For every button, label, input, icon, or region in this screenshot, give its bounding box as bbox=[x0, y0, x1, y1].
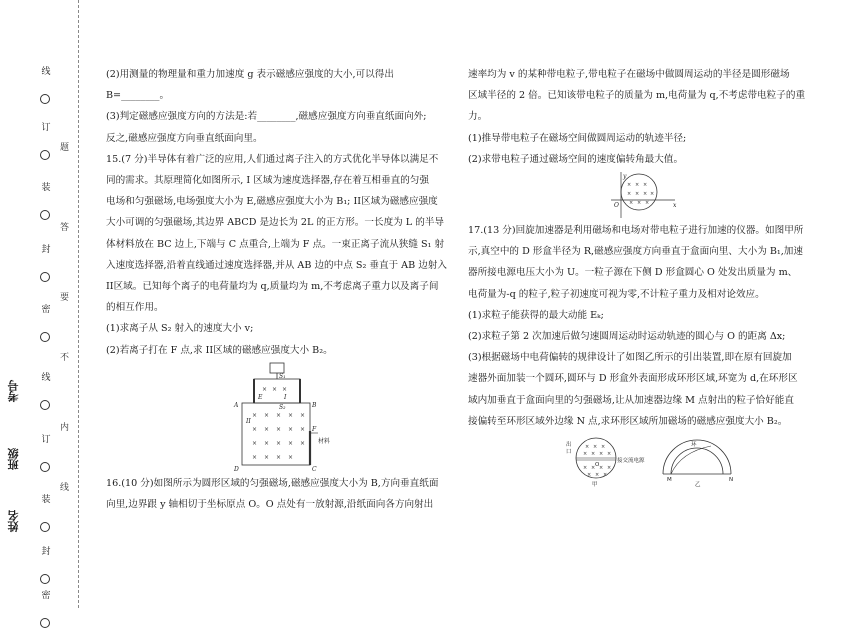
text-line: (1)求离子从 S₂ 射入的速度大小 v; bbox=[106, 323, 254, 335]
figure-16-circular-field bbox=[601, 170, 681, 220]
svg-text:×: × bbox=[276, 411, 282, 419]
label-O-origin: O bbox=[594, 462, 599, 469]
text-line: 体材料放在 BC 边上,下端与 C 点重合,上端为 F 点。一束正离子流从狭缝 S₁ 射 bbox=[106, 238, 445, 250]
binding-circle bbox=[40, 94, 50, 104]
binding-circle bbox=[40, 462, 50, 472]
svg-text:×: × bbox=[606, 465, 611, 472]
binding-mark: 装 bbox=[41, 183, 51, 193]
label-ring: 环 bbox=[690, 442, 697, 449]
text-line: 电荷量为-q 的粒子,粒子初速度可视为零,不计粒子重力及相对论效应。 bbox=[468, 288, 765, 300]
text-line: 同的需求。其原理简化如图所示, I 区域为速度选择器,存在着互相垂直的匀强 bbox=[106, 175, 429, 187]
question-15-heading: 15.(7 分)半导体有着广泛的应用,人们通过离子注入的方式优化半导体以满足不 bbox=[106, 153, 439, 165]
label-A: A bbox=[234, 401, 239, 409]
label-y: y bbox=[622, 173, 626, 181]
svg-text:×: × bbox=[276, 439, 282, 447]
text-line: 大小可调的匀强磁场,其边界 ABCD 是边长为 2L 的正方形。一长度为 L 的半导 bbox=[106, 217, 445, 229]
text-line: 示,真空中的 D 形盒半径为 R,磁感应强度方向垂直于盒面向里、大小为 B₁,加速 bbox=[468, 246, 803, 258]
text-line: 速率均为 v 的某种带电粒子,带电粒子在磁场中做圆周运动的半径是圆形磁场 bbox=[468, 69, 790, 80]
label-O: O bbox=[613, 202, 619, 210]
text-line: (1)求粒子能获得的最大动能 Eₖ; bbox=[468, 309, 604, 321]
text-line: 入速度选择器,沿着直线通过速度选择器,并从 AB 边的中点 S₂ 垂直于 AB 边射入 bbox=[106, 259, 447, 271]
svg-text:×: × bbox=[649, 191, 654, 198]
binding-warning-char: 题 bbox=[60, 143, 70, 153]
binding-mark: 密 bbox=[41, 305, 51, 315]
binding-circle bbox=[40, 618, 50, 628]
svg-text:×: × bbox=[642, 191, 647, 198]
svg-text:×: × bbox=[626, 182, 631, 189]
svg-text:×: × bbox=[252, 453, 258, 461]
text-line: (1)推导带电粒子在磁场空间做圆周运动的轨迹半径; bbox=[468, 132, 687, 144]
binding-circle bbox=[40, 522, 50, 532]
svg-text:×: × bbox=[252, 425, 258, 433]
binding-circle bbox=[40, 400, 50, 410]
svg-text:×: × bbox=[276, 453, 282, 461]
text-line: (2)用测量的物理量和重力加速度 g 表示磁感应强度的大小,可以得出 bbox=[106, 69, 394, 80]
figure-15-ion-implantation bbox=[222, 361, 332, 473]
text-line: 速器外面加装一个圆环,圆环与 D 形盒外表面形成环形区域,环宽为 d,在环形区 bbox=[468, 373, 798, 385]
binding-warning-char: 答 bbox=[60, 223, 70, 233]
left-column bbox=[106, 64, 448, 515]
binding-mark: 封 bbox=[41, 547, 51, 557]
svg-text:×: × bbox=[288, 453, 294, 461]
text-line: 电场和匀强磁场,电场强度大小为 E,磁感应强度大小为 B₁; II区域为磁感应强度 bbox=[106, 196, 438, 208]
svg-text:×: × bbox=[584, 444, 589, 451]
right-column bbox=[468, 64, 813, 490]
label-F: F bbox=[312, 425, 317, 433]
svg-text:×: × bbox=[602, 472, 607, 479]
binding-circle bbox=[40, 210, 50, 220]
text-line: (2)求粒子第 2 次加速后做匀速圆周运动时运动轨迹的圆心与 O 的距离 Δx; bbox=[468, 331, 786, 343]
binding-circle bbox=[40, 332, 50, 342]
name-field: 姓名 bbox=[7, 510, 20, 532]
label-M: M bbox=[666, 477, 672, 484]
binding-warning-char: 不 bbox=[60, 353, 70, 363]
svg-text:×: × bbox=[288, 411, 294, 419]
svg-text:×: × bbox=[594, 472, 599, 479]
figure-17-cyclotron bbox=[541, 432, 741, 490]
binding-mark: 线 bbox=[41, 67, 51, 77]
svg-text:×: × bbox=[600, 444, 605, 451]
text-line: 的相互作用。 bbox=[106, 302, 164, 314]
text-line: 接偏转至环形区域外边缘 N 点,求环形区域所加磁场的磁感应强度大小 B₂。 bbox=[468, 415, 788, 427]
text-line: (3)判定磁感应强度方向的方法是:若________,磁感应强度方向垂直纸面向外; bbox=[106, 111, 427, 123]
svg-text:×: × bbox=[642, 182, 647, 189]
binding-mark: 订 bbox=[41, 123, 51, 133]
svg-text:×: × bbox=[634, 182, 639, 189]
label-region-II: II bbox=[246, 417, 251, 425]
svg-text:×: × bbox=[252, 439, 258, 447]
label-E: E bbox=[258, 393, 263, 401]
text-line: 反之,磁感应强度方向垂直纸面向里。 bbox=[106, 132, 263, 144]
text-line: II区域。已知每个离子的电荷量均为 q,质量均为 m,不考虑离子重力以及离子间 bbox=[106, 281, 439, 293]
label-N: N bbox=[728, 477, 733, 484]
svg-text:×: × bbox=[264, 411, 270, 419]
svg-text:×: × bbox=[586, 472, 591, 479]
label-S2: S₂ bbox=[279, 403, 286, 411]
binding-warning-char: 线 bbox=[60, 483, 70, 493]
binding-circle bbox=[40, 150, 50, 160]
label-region-I: I bbox=[284, 393, 287, 401]
text-line: 向里,边界跟 y 轴相切于坐标原点 O。O 点处有一放射源,沿纸面向各方向射出 bbox=[106, 499, 434, 511]
svg-text:×: × bbox=[592, 444, 597, 451]
binding-mark: 订 bbox=[41, 435, 51, 445]
binding-circle bbox=[40, 574, 50, 584]
text-line: (3)根据磁场中电荷偏转的规律设计了如图乙所示的引出装置,即在原有回旋加 bbox=[468, 352, 792, 364]
svg-text:×: × bbox=[288, 425, 294, 433]
exam-number-field: 考号 bbox=[7, 380, 20, 402]
binding-mark: 密 bbox=[41, 591, 51, 601]
binding-warning-char: 内 bbox=[60, 423, 70, 433]
label-C: C bbox=[312, 465, 317, 473]
binding-warning-char: 要 bbox=[60, 293, 70, 303]
question-16-heading: 16.(10 分)如图所示为圆形区域的匀强磁场,磁感应强度大小为 B,方向垂直纸面 bbox=[106, 477, 439, 489]
svg-text:×: × bbox=[582, 465, 587, 472]
svg-text:×: × bbox=[252, 411, 258, 419]
label-S1: S₁ bbox=[279, 372, 286, 380]
svg-text:×: × bbox=[272, 385, 278, 393]
svg-text:×: × bbox=[288, 439, 294, 447]
class-field: 班级 bbox=[7, 448, 20, 470]
svg-text:×: × bbox=[590, 465, 595, 472]
binding-margin bbox=[0, 0, 82, 608]
binding-mark: 装 bbox=[41, 495, 51, 505]
label-D: D bbox=[234, 465, 239, 473]
text-line: 器所接电源电压大小为 U。一粒子源在下侧 D 形盒圆心 O 处发出质量为 m、 bbox=[468, 267, 798, 279]
binding-circle bbox=[40, 272, 50, 282]
svg-text:×: × bbox=[598, 465, 603, 472]
label-yi: 乙 bbox=[694, 482, 701, 489]
label-x: x bbox=[672, 202, 676, 210]
label-material: 材料 bbox=[318, 437, 331, 445]
label-jia: 甲 bbox=[591, 482, 598, 489]
svg-text:×: × bbox=[634, 191, 639, 198]
svg-text:×: × bbox=[300, 425, 306, 433]
svg-text:×: × bbox=[636, 200, 641, 207]
text-line: 区域半径的 2 倍。已知该带电粒子的质量为 m,电荷量为 q,不考虑带电粒子的重 bbox=[468, 90, 806, 102]
binding-mark: 线 bbox=[41, 373, 51, 383]
svg-text:×: × bbox=[276, 425, 282, 433]
cut-line bbox=[78, 0, 79, 608]
svg-text:×: × bbox=[582, 451, 587, 458]
svg-text:×: × bbox=[262, 385, 268, 393]
label-ac-source: 接交流电源 bbox=[616, 458, 645, 465]
svg-text:×: × bbox=[264, 425, 270, 433]
svg-text:×: × bbox=[606, 451, 611, 458]
svg-text:×: × bbox=[626, 191, 631, 198]
svg-text:×: × bbox=[264, 439, 270, 447]
binding-mark: 封 bbox=[41, 245, 51, 255]
svg-text:×: × bbox=[264, 453, 270, 461]
svg-text:×: × bbox=[282, 385, 288, 393]
text-line: (2)求带电粒子通过磁场空间的速度偏转角最大值。 bbox=[468, 153, 684, 165]
label-exit-1: 出 bbox=[565, 442, 572, 449]
svg-text:×: × bbox=[628, 200, 633, 207]
svg-text:×: × bbox=[598, 451, 603, 458]
svg-text:×: × bbox=[590, 451, 595, 458]
text-line: 力。 bbox=[468, 111, 488, 123]
text-line: B=________。 bbox=[106, 90, 170, 102]
label-exit-2: 口 bbox=[565, 449, 572, 456]
question-17-heading: 17.(13 分)回旋加速器是利用磁场和电场对带电粒子进行加速的仪器。如图甲所 bbox=[468, 225, 804, 237]
label-B: B bbox=[312, 401, 317, 409]
svg-text:×: × bbox=[644, 200, 649, 207]
text-line: (2)若离子打在 F 点,求 II区域的磁感应强度大小 B₂。 bbox=[106, 344, 333, 356]
svg-text:×: × bbox=[300, 439, 306, 447]
svg-text:×: × bbox=[300, 411, 306, 419]
text-line: 域内加垂直于盒面向里的匀强磁场,让从加速器边缘 M 点射出的粒子恰好能直 bbox=[468, 394, 794, 406]
